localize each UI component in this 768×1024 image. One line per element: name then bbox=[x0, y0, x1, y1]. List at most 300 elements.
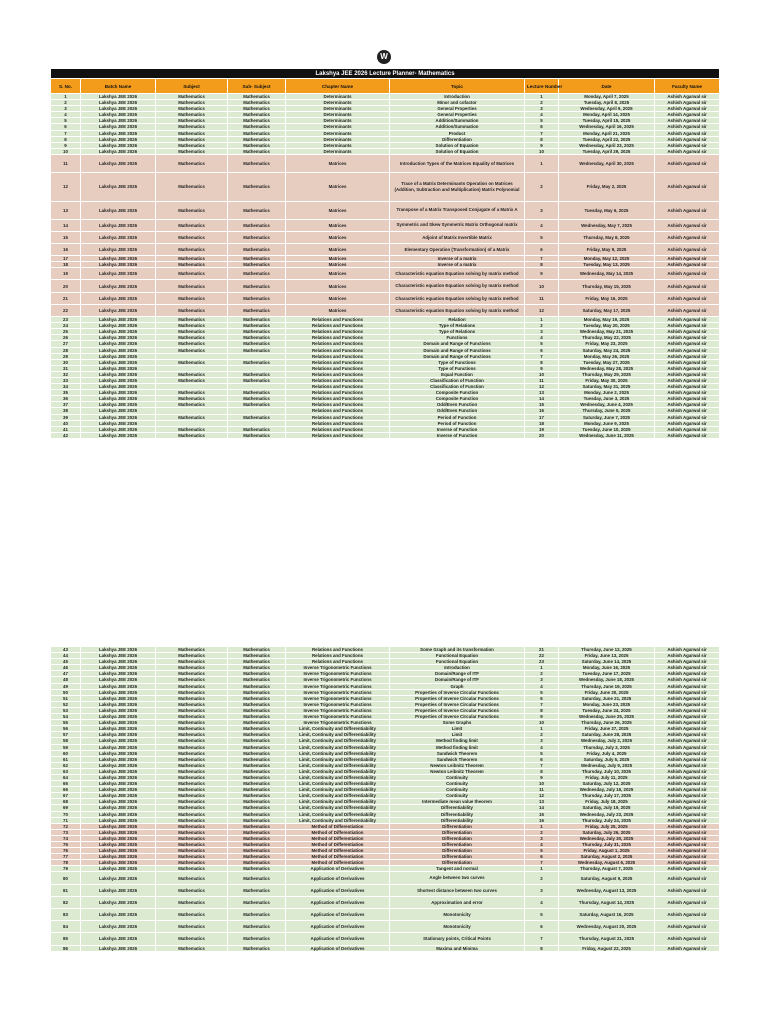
table-cell: Wednesday, May 28, 2025 bbox=[559, 365, 655, 371]
table-cell: Mathematics bbox=[228, 219, 286, 231]
table-row bbox=[51, 884, 720, 896]
table-cell: Lakshya JEE 2026 bbox=[81, 317, 156, 323]
table-cell: Tuesday, April 8, 2025 bbox=[559, 100, 655, 106]
col-batch: Batch Name bbox=[81, 79, 156, 94]
table-cell: Tuesday, April 22, 2025 bbox=[559, 136, 655, 142]
table-cell: Mathematics bbox=[156, 726, 228, 732]
table-cell: Matrices bbox=[286, 292, 390, 304]
table-cell: Mathematics bbox=[228, 811, 286, 817]
table-cell: Ashish Agarwal sir bbox=[655, 738, 720, 744]
table-cell: Mathematics bbox=[156, 317, 228, 323]
table-cell: Ashish Agarwal sir bbox=[655, 707, 720, 713]
table-cell: Lakshya JEE 2026 bbox=[81, 142, 156, 148]
table-cell: Lakshya JEE 2026 bbox=[81, 231, 156, 243]
table-cell: Thursday, June 19, 2025 bbox=[559, 683, 655, 689]
table-cell: Saturday, May 17, 2025 bbox=[559, 304, 655, 316]
table-cell: Thursday, June 12, 2025 bbox=[559, 647, 655, 653]
table-cell: Type of Functions bbox=[390, 365, 525, 371]
table-cell: Mathematics bbox=[228, 130, 286, 136]
table-cell: 8 bbox=[525, 945, 559, 951]
table-row bbox=[51, 243, 720, 255]
table-cell: Mathematics bbox=[228, 756, 286, 762]
table-cell: Ashish Agarwal sir bbox=[655, 756, 720, 762]
table-cell: Mathematics bbox=[156, 112, 228, 118]
table-cell: Lakshya JEE 2026 bbox=[81, 872, 156, 884]
table-cell: Friday, June 27, 2025 bbox=[559, 726, 655, 732]
table-cell: Mathematics bbox=[156, 817, 228, 823]
table-cell: Minor and cofactor bbox=[390, 100, 525, 106]
table-cell: Lakshya JEE 2026 bbox=[81, 256, 156, 262]
table-cell: 85 bbox=[51, 933, 81, 945]
table-cell: Mathematics bbox=[156, 842, 228, 848]
table-cell: Ashish Agarwal sir bbox=[655, 201, 720, 219]
table-cell: Lakshya JEE 2026 bbox=[81, 726, 156, 732]
table-cell: Ashish Agarwal sir bbox=[655, 219, 720, 231]
table-cell: Mathematics bbox=[156, 744, 228, 750]
table-cell: Lakshya JEE 2026 bbox=[81, 665, 156, 671]
table-cell: 18 bbox=[51, 262, 81, 268]
table-cell: 8 bbox=[525, 359, 559, 365]
table-cell: Relations and Functions bbox=[286, 390, 390, 396]
table-cell: Mathematics bbox=[228, 335, 286, 341]
table-cell: Relations and Functions bbox=[286, 384, 390, 390]
table-cell: Mathematics bbox=[228, 665, 286, 671]
table-cell: Tuesday, June 3, 2025 bbox=[559, 396, 655, 402]
table-cell: Mathematics bbox=[156, 262, 228, 268]
table-cell: Mathematics bbox=[156, 335, 228, 341]
table-cell: Ashish Agarwal sir bbox=[655, 860, 720, 866]
table-cell: 5 bbox=[525, 689, 559, 695]
table-cell: Ashish Agarwal sir bbox=[655, 347, 720, 353]
table-cell: Relations and Functions bbox=[286, 402, 390, 408]
table-cell: Differentiability bbox=[390, 817, 525, 823]
table-cell: Ashish Agarwal sir bbox=[655, 243, 720, 255]
table-cell: Limit, Continuity and Differentiability bbox=[286, 768, 390, 774]
table-cell: Saturday, June 21, 2025 bbox=[559, 695, 655, 701]
table-cell: 9 bbox=[525, 774, 559, 780]
table-cell: Limit, Continuity and Differentiability bbox=[286, 738, 390, 744]
column-header-row bbox=[51, 79, 720, 94]
table-cell: Lakshya JEE 2026 bbox=[81, 148, 156, 154]
table-cell: Ashish Agarwal sir bbox=[655, 292, 720, 304]
table-cell: Lakshya JEE 2026 bbox=[81, 774, 156, 780]
table-cell: Mathematics bbox=[228, 118, 286, 124]
table-cell: Matrices bbox=[286, 268, 390, 280]
table-cell: 5 bbox=[525, 848, 559, 854]
table-cell: Ashish Agarwal sir bbox=[655, 829, 720, 835]
table-cell: Mathematics bbox=[228, 402, 286, 408]
table-cell: Mathematics bbox=[228, 799, 286, 805]
table-cell: Mathematics bbox=[156, 323, 228, 329]
table-cell: Application of Derivatives bbox=[286, 866, 390, 872]
table-cell: Ashish Agarwal sir bbox=[655, 365, 720, 371]
table-cell: Thursday, May 15, 2025 bbox=[559, 280, 655, 292]
table-cell: Method of Differentiation bbox=[286, 829, 390, 835]
table-cell: 86 bbox=[51, 945, 81, 951]
table-cell: Limit, Continuity and Differentiability bbox=[286, 756, 390, 762]
table-row bbox=[51, 304, 720, 316]
table-cell: 38 bbox=[51, 408, 81, 414]
table-cell: 1 bbox=[525, 154, 559, 172]
table-cell: Ashish Agarwal sir bbox=[655, 377, 720, 383]
table-cell: Wednesday, August 20, 2025 bbox=[559, 921, 655, 933]
table-cell: 2 bbox=[525, 732, 559, 738]
table-cell: Mathematics bbox=[156, 329, 228, 335]
table-cell: Lakshya JEE 2026 bbox=[81, 426, 156, 432]
table-cell: Lakshya JEE 2026 bbox=[81, 262, 156, 268]
table-row bbox=[51, 172, 720, 201]
table-cell: Wednesday, June 11, 2025 bbox=[559, 432, 655, 438]
table-cell: Limit, Continuity and Differentiability bbox=[286, 744, 390, 750]
table-cell: Ashish Agarwal sir bbox=[655, 262, 720, 268]
table-cell: Relations and Functions bbox=[286, 659, 390, 665]
table-cell: Lakshya JEE 2026 bbox=[81, 329, 156, 335]
table-cell: Mathematics bbox=[156, 689, 228, 695]
table-cell: 32 bbox=[51, 371, 81, 377]
table-cell: Lakshya JEE 2026 bbox=[81, 884, 156, 896]
table-cell: 23 bbox=[51, 317, 81, 323]
table-cell: Mathematics bbox=[228, 647, 286, 653]
table-cell: Mathematics bbox=[156, 811, 228, 817]
table-cell: Limit, Continuity and Differentiability bbox=[286, 793, 390, 799]
col-topic: Topic bbox=[390, 79, 525, 94]
table-cell: Saturday, August 2, 2025 bbox=[559, 854, 655, 860]
table-cell: Ashish Agarwal sir bbox=[655, 805, 720, 811]
table-cell: Mathematics bbox=[228, 371, 286, 377]
table-cell: Mathematics bbox=[228, 683, 286, 689]
table-cell: 22 bbox=[525, 653, 559, 659]
table-cell: 11 bbox=[525, 787, 559, 793]
table-cell: Limit bbox=[390, 726, 525, 732]
table-cell: Wednesday, April 23, 2025 bbox=[559, 142, 655, 148]
table-cell: Mathematics bbox=[228, 854, 286, 860]
table-cell: Inverse Trigonometric Functions bbox=[286, 671, 390, 677]
table-row bbox=[51, 201, 720, 219]
table-cell: Monday, May 19, 2025 bbox=[559, 317, 655, 323]
table-cell: Lakshya JEE 2026 bbox=[81, 683, 156, 689]
table-cell: Monday, June 16, 2025 bbox=[559, 665, 655, 671]
table-cell: 9 bbox=[525, 268, 559, 280]
table-cell: Mathematics bbox=[156, 647, 228, 653]
table-cell: 12 bbox=[525, 384, 559, 390]
table-cell: Saturday, May 31, 2025 bbox=[559, 384, 655, 390]
table-cell: Mathematics bbox=[156, 341, 228, 347]
table-cell: Mathematics bbox=[156, 909, 228, 921]
table-cell: Method of Differentiation bbox=[286, 842, 390, 848]
table-cell: Mathematics bbox=[156, 106, 228, 112]
table-cell: 1 bbox=[525, 94, 559, 100]
table-cell: Mathematics bbox=[228, 781, 286, 787]
table-cell: Ashish Agarwal sir bbox=[655, 414, 720, 420]
table-cell: Ashish Agarwal sir bbox=[655, 371, 720, 377]
table-cell: Ashish Agarwal sir bbox=[655, 909, 720, 921]
table-cell: Mathematics bbox=[156, 884, 228, 896]
table-cell: 7 bbox=[525, 130, 559, 136]
table-cell: 72 bbox=[51, 823, 81, 829]
table-cell: 7 bbox=[525, 860, 559, 866]
table-cell: Mathematics bbox=[228, 124, 286, 130]
table-cell: Mathematics bbox=[156, 292, 228, 304]
table-cell: Mathematics bbox=[228, 323, 286, 329]
table-cell: 2 bbox=[525, 172, 559, 201]
table-cell: Mathematics bbox=[156, 848, 228, 854]
table-cell: Limit, Continuity and Differentiability bbox=[286, 781, 390, 787]
table-cell: 27 bbox=[51, 341, 81, 347]
table-cell: Solution of Equation bbox=[390, 148, 525, 154]
table-cell: Determinants bbox=[286, 112, 390, 118]
table-cell: Lakshya JEE 2026 bbox=[81, 304, 156, 316]
table-cell: 15 bbox=[525, 402, 559, 408]
table-cell: Ashish Agarwal sir bbox=[655, 231, 720, 243]
table-cell: Ashish Agarwal sir bbox=[655, 799, 720, 805]
table-cell: Lakshya JEE 2026 bbox=[81, 268, 156, 280]
table-cell: 5 bbox=[51, 118, 81, 124]
table-cell: Lakshya JEE 2026 bbox=[81, 118, 156, 124]
table-cell: Mathematics bbox=[156, 243, 228, 255]
table-cell: Lakshya JEE 2026 bbox=[81, 799, 156, 805]
table-cell: Method of Differentiation bbox=[286, 823, 390, 829]
table-cell: Mathematics bbox=[156, 201, 228, 219]
table-cell: Relations and Functions bbox=[286, 420, 390, 426]
table-cell: Matrices bbox=[286, 280, 390, 292]
table-cell: 6 bbox=[525, 347, 559, 353]
table-cell: Characteristic equation Equation solving by matrix method bbox=[390, 292, 525, 304]
table-cell: Ashish Agarwal sir bbox=[655, 750, 720, 756]
table-cell: Sandwich Theorem bbox=[390, 756, 525, 762]
table-cell: Inverse Trigonometric Functions bbox=[286, 720, 390, 726]
table-cell: 9 bbox=[525, 365, 559, 371]
table-cell: Mathematics bbox=[156, 835, 228, 841]
table-cell: 4 bbox=[525, 744, 559, 750]
table-cell: Determinants bbox=[286, 148, 390, 154]
table-cell: 11 bbox=[525, 292, 559, 304]
table-cell: Functional Equation bbox=[390, 653, 525, 659]
table-cell: Application of Derivatives bbox=[286, 872, 390, 884]
table-cell: Method of Differentiation bbox=[286, 835, 390, 841]
table-cell: Period of Function bbox=[390, 414, 525, 420]
table-cell: Mathematics bbox=[228, 768, 286, 774]
table-cell: Sandwich Theorem bbox=[390, 750, 525, 756]
table-cell: Wednesday, April 9, 2025 bbox=[559, 106, 655, 112]
table-cell: 2 bbox=[525, 323, 559, 329]
table-cell: Domain/Range of ITF bbox=[390, 677, 525, 683]
table-cell: 4 bbox=[51, 112, 81, 118]
table-cell: Mathematics bbox=[228, 112, 286, 118]
table-cell: Limit, Continuity and Differentiability bbox=[286, 750, 390, 756]
table-cell: Mathematics bbox=[228, 714, 286, 720]
table-cell: Mathematics bbox=[156, 854, 228, 860]
table-cell: Determinants bbox=[286, 124, 390, 130]
table-cell: Mathematics bbox=[228, 414, 286, 420]
table-cell: Ashish Agarwal sir bbox=[655, 689, 720, 695]
table-cell: Characteristic equation Equation solving by matrix method bbox=[390, 304, 525, 316]
table-cell: 6 bbox=[525, 695, 559, 701]
table-cell: 10 bbox=[525, 781, 559, 787]
table-cell: 3 bbox=[525, 884, 559, 896]
table-cell: Ashish Agarwal sir bbox=[655, 744, 720, 750]
table-cell: Lakshya JEE 2026 bbox=[81, 921, 156, 933]
table-cell: Ashish Agarwal sir bbox=[655, 835, 720, 841]
table-cell: Differentiation bbox=[390, 854, 525, 860]
table-cell: Wednesday, July 30, 2025 bbox=[559, 835, 655, 841]
table-cell: 9 bbox=[525, 142, 559, 148]
table-cell: 12 bbox=[525, 793, 559, 799]
table-cell: Lakshya JEE 2026 bbox=[81, 292, 156, 304]
table-cell: 35 bbox=[51, 390, 81, 396]
table-cell: 63 bbox=[51, 768, 81, 774]
table-cell: Application of Derivatives bbox=[286, 945, 390, 951]
table-cell: Thursday, July 3, 2025 bbox=[559, 744, 655, 750]
table-cell: Relations and Functions bbox=[286, 426, 390, 432]
table-cell: Method finding limit bbox=[390, 738, 525, 744]
table-cell: Mathematics bbox=[156, 371, 228, 377]
table-cell: Continuity bbox=[390, 781, 525, 787]
table-cell: Ashish Agarwal sir bbox=[655, 884, 720, 896]
table-cell: Mathematics bbox=[156, 787, 228, 793]
table-cell: Limit, Continuity and Differentiability bbox=[286, 762, 390, 768]
table-cell: Relation bbox=[390, 317, 525, 323]
table-cell: Lakshya JEE 2026 bbox=[81, 659, 156, 665]
table-cell: 14 bbox=[525, 805, 559, 811]
table-cell: Lakshya JEE 2026 bbox=[81, 835, 156, 841]
table-cell: 7 bbox=[525, 701, 559, 707]
table-cell: Mathematics bbox=[156, 219, 228, 231]
table-cell: Mathematics bbox=[156, 665, 228, 671]
table-cell: Friday, August 22, 2025 bbox=[559, 945, 655, 951]
table-cell: Mathematics bbox=[156, 659, 228, 665]
table-cell: Lakshya JEE 2026 bbox=[81, 756, 156, 762]
table-cell: 7 bbox=[525, 353, 559, 359]
table-cell: 80 bbox=[51, 872, 81, 884]
table-cell: 30 bbox=[51, 359, 81, 365]
table-cell: Inverse of Function bbox=[390, 432, 525, 438]
table-cell: Relations and Functions bbox=[286, 408, 390, 414]
table-cell: Ashish Agarwal sir bbox=[655, 787, 720, 793]
table-cell: Ashish Agarwal sir bbox=[655, 896, 720, 908]
table-cell: Mathematics bbox=[228, 720, 286, 726]
table-cell: 10 bbox=[51, 148, 81, 154]
table-cell: Mathematics bbox=[228, 726, 286, 732]
table-cell: Ashish Agarwal sir bbox=[655, 384, 720, 390]
table-cell: 20 bbox=[525, 432, 559, 438]
page-title: Lakshya JEE 2026 Lecture Planner- Mathematics bbox=[51, 69, 720, 79]
table-cell: Relations and Functions bbox=[286, 647, 390, 653]
table-cell: Mathematics bbox=[156, 653, 228, 659]
table-cell: Mathematics bbox=[156, 396, 228, 402]
table-cell: Thursday, June 5, 2025 bbox=[559, 408, 655, 414]
table-cell: 6 bbox=[525, 243, 559, 255]
table-cell: Monotonicity bbox=[390, 909, 525, 921]
table-cell: Ashish Agarwal sir bbox=[655, 304, 720, 316]
table-row bbox=[51, 268, 720, 280]
table-cell: Limit, Continuity and Differentiability bbox=[286, 799, 390, 805]
table-cell: 2 bbox=[525, 100, 559, 106]
table-cell: Mathematics bbox=[228, 390, 286, 396]
table-cell: Ashish Agarwal sir bbox=[655, 817, 720, 823]
table-cell: Determinants bbox=[286, 136, 390, 142]
table-cell: Ashish Agarwal sir bbox=[655, 933, 720, 945]
table-cell: 51 bbox=[51, 695, 81, 701]
table-cell: Lakshya JEE 2026 bbox=[81, 341, 156, 347]
table-cell: Mathematics bbox=[228, 677, 286, 683]
table-cell: Inverse Trigonometric Functions bbox=[286, 695, 390, 701]
table-cell: Ashish Agarwal sir bbox=[655, 793, 720, 799]
table-cell: Lakshya JEE 2026 bbox=[81, 823, 156, 829]
table-cell: Lakshya JEE 2026 bbox=[81, 677, 156, 683]
table-cell: 42 bbox=[51, 432, 81, 438]
table-cell: 5 bbox=[525, 750, 559, 756]
table-cell: Inverse Trigonometric Functions bbox=[286, 689, 390, 695]
table-cell: 6 bbox=[525, 921, 559, 933]
table-cell: Lakshya JEE 2026 bbox=[81, 420, 156, 426]
table-cell: Type of Functions bbox=[390, 359, 525, 365]
table-cell: 76 bbox=[51, 848, 81, 854]
table-cell: Mathematics bbox=[228, 659, 286, 665]
table-cell: Lakshya JEE 2026 bbox=[81, 762, 156, 768]
table-cell: Mathematics bbox=[156, 148, 228, 154]
table-cell: Mathematics bbox=[156, 390, 228, 396]
table-cell: Differentiability bbox=[390, 805, 525, 811]
table-cell: Mathematics bbox=[156, 142, 228, 148]
table-cell: Ashish Agarwal sir bbox=[655, 118, 720, 124]
planner-table-bottom bbox=[50, 646, 720, 952]
table-cell: Lakshya JEE 2026 bbox=[81, 94, 156, 100]
table-cell: Ashish Agarwal sir bbox=[655, 323, 720, 329]
table-cell: Introduction Types of the Matrices Equality of Matrices bbox=[390, 154, 525, 172]
table-cell: Ashish Agarwal sir bbox=[655, 256, 720, 262]
table-cell: Mathematics bbox=[156, 823, 228, 829]
table-cell: 3 bbox=[525, 201, 559, 219]
table-cell: Mathematics bbox=[228, 835, 286, 841]
table-cell: Monday, June 9, 2025 bbox=[559, 420, 655, 426]
table-cell: Mathematics bbox=[228, 262, 286, 268]
table-cell: Mathematics bbox=[228, 172, 286, 201]
table-cell: Friday, August 1, 2025 bbox=[559, 848, 655, 854]
table-cell: Mathematics bbox=[228, 106, 286, 112]
table-cell: 5 bbox=[525, 341, 559, 347]
table-cell: Trace of a Matrix Determinants Operation on Matrices (Addition, Subtraction and Multiplication) Matrix Polynomial bbox=[390, 172, 525, 201]
table-cell: 44 bbox=[51, 653, 81, 659]
table-cell: 62 bbox=[51, 762, 81, 768]
table-cell: Monday, June 2, 2025 bbox=[559, 390, 655, 396]
table-cell: Elementary Operation (Transformation) of a Matrix bbox=[390, 243, 525, 255]
table-cell: Saturday, June 28, 2025 bbox=[559, 732, 655, 738]
table-cell: Lakshya JEE 2026 bbox=[81, 744, 156, 750]
table-cell: Lakshya JEE 2026 bbox=[81, 647, 156, 653]
table-cell: Mathematics bbox=[156, 701, 228, 707]
table-cell: Ashish Agarwal sir bbox=[655, 172, 720, 201]
table-cell: Ashish Agarwal sir bbox=[655, 714, 720, 720]
table-cell: Method of Differentiation bbox=[286, 854, 390, 860]
table-cell: 3 bbox=[525, 329, 559, 335]
table-cell: Thursday, August 14, 2025 bbox=[559, 896, 655, 908]
table-cell: Lakshya JEE 2026 bbox=[81, 154, 156, 172]
table-cell: Composite Function bbox=[390, 390, 525, 396]
table-cell: Odd/Even Function bbox=[390, 408, 525, 414]
table-cell: 75 bbox=[51, 842, 81, 848]
table-cell: Mathematics bbox=[228, 148, 286, 154]
table-cell: Lakshya JEE 2026 bbox=[81, 866, 156, 872]
table-cell: Mathematics bbox=[156, 750, 228, 756]
table-cell: Ashish Agarwal sir bbox=[655, 130, 720, 136]
table-cell: Method of Differentiation bbox=[286, 848, 390, 854]
table-cell: Mathematics bbox=[156, 896, 228, 908]
table-cell: Wednesday, June 4, 2025 bbox=[559, 402, 655, 408]
table-cell: Tuesday, April 15, 2025 bbox=[559, 118, 655, 124]
table-cell: Ashish Agarwal sir bbox=[655, 280, 720, 292]
table-cell: Tuesday, May 6, 2025 bbox=[559, 201, 655, 219]
table-cell: Lakshya JEE 2026 bbox=[81, 860, 156, 866]
